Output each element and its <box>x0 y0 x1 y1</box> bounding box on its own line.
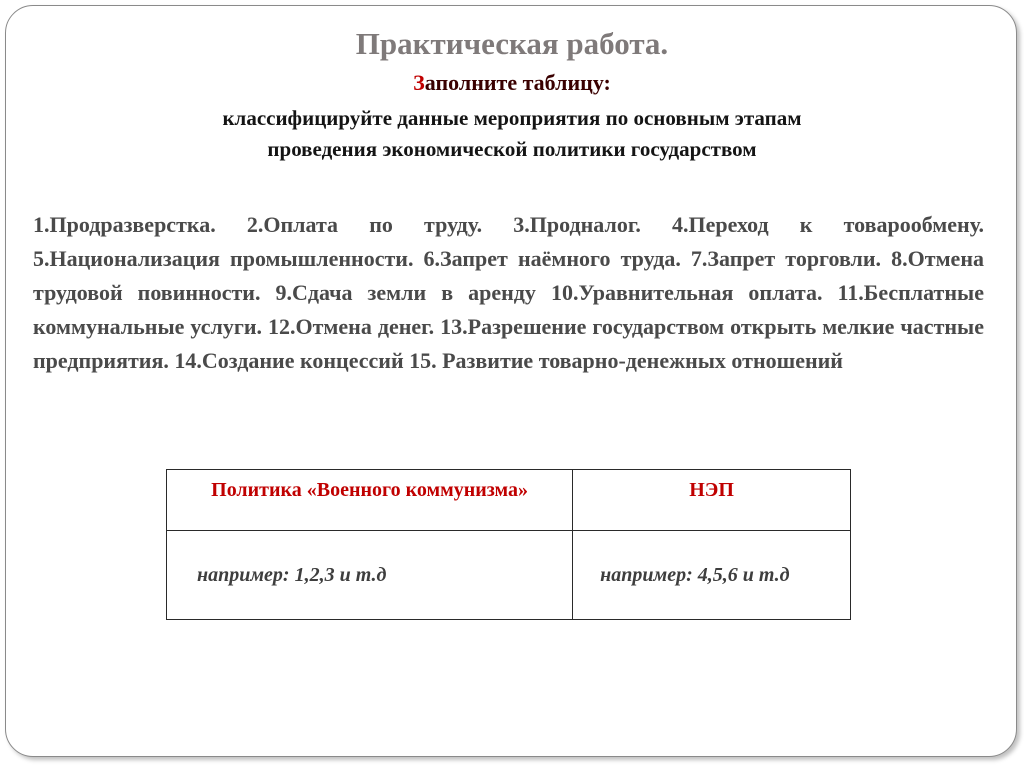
header-nep <box>573 470 851 531</box>
example-war-communism-text: например: 1,2,3 и т.д <box>197 563 387 586</box>
table-header-row <box>167 470 851 531</box>
subtitle-first-letter: З <box>413 70 425 95</box>
header-nep-label: НЭП <box>689 479 734 501</box>
table-row <box>167 531 851 620</box>
slide-subtitle <box>0 70 1024 96</box>
header-war-communism-label: Политика «Военного коммунизма» <box>211 479 529 501</box>
instruction-line-1: классифицируйте данные мероприятия по основным этапам <box>222 106 802 130</box>
example-nep <box>573 531 851 620</box>
header-war-communism <box>167 470 573 531</box>
instruction-text <box>0 103 1024 165</box>
instruction-line-2: проведения экономической политики государством <box>267 137 757 161</box>
example-nep-text: например: 4,5,6 и т.д <box>600 563 790 586</box>
slide-title: Практическая работа. <box>355 26 669 61</box>
example-war-communism <box>167 531 573 620</box>
answer-table <box>166 469 851 620</box>
subtitle-text: аполните таблицу: <box>424 70 611 95</box>
task-list: 1.Продразверстка. 2.Оплата по труду. 3.Продналог. 4.Переход к товарообмену. 5.Национализация промышленности. 6.Запрет наёмного труда. 7.Запрет торговли. 8.Отмена трудовой повинности. 9.Сдача земли в аренду 10.Уравнительная оплата. 11.Бесплатные коммунальные услуги. 12.Отмена денег. 13.Разрешение государством открыть мелкие частные предприятия. 14.Создание концессий 15. Развитие товарно-денежных отношений <box>33 212 984 373</box>
